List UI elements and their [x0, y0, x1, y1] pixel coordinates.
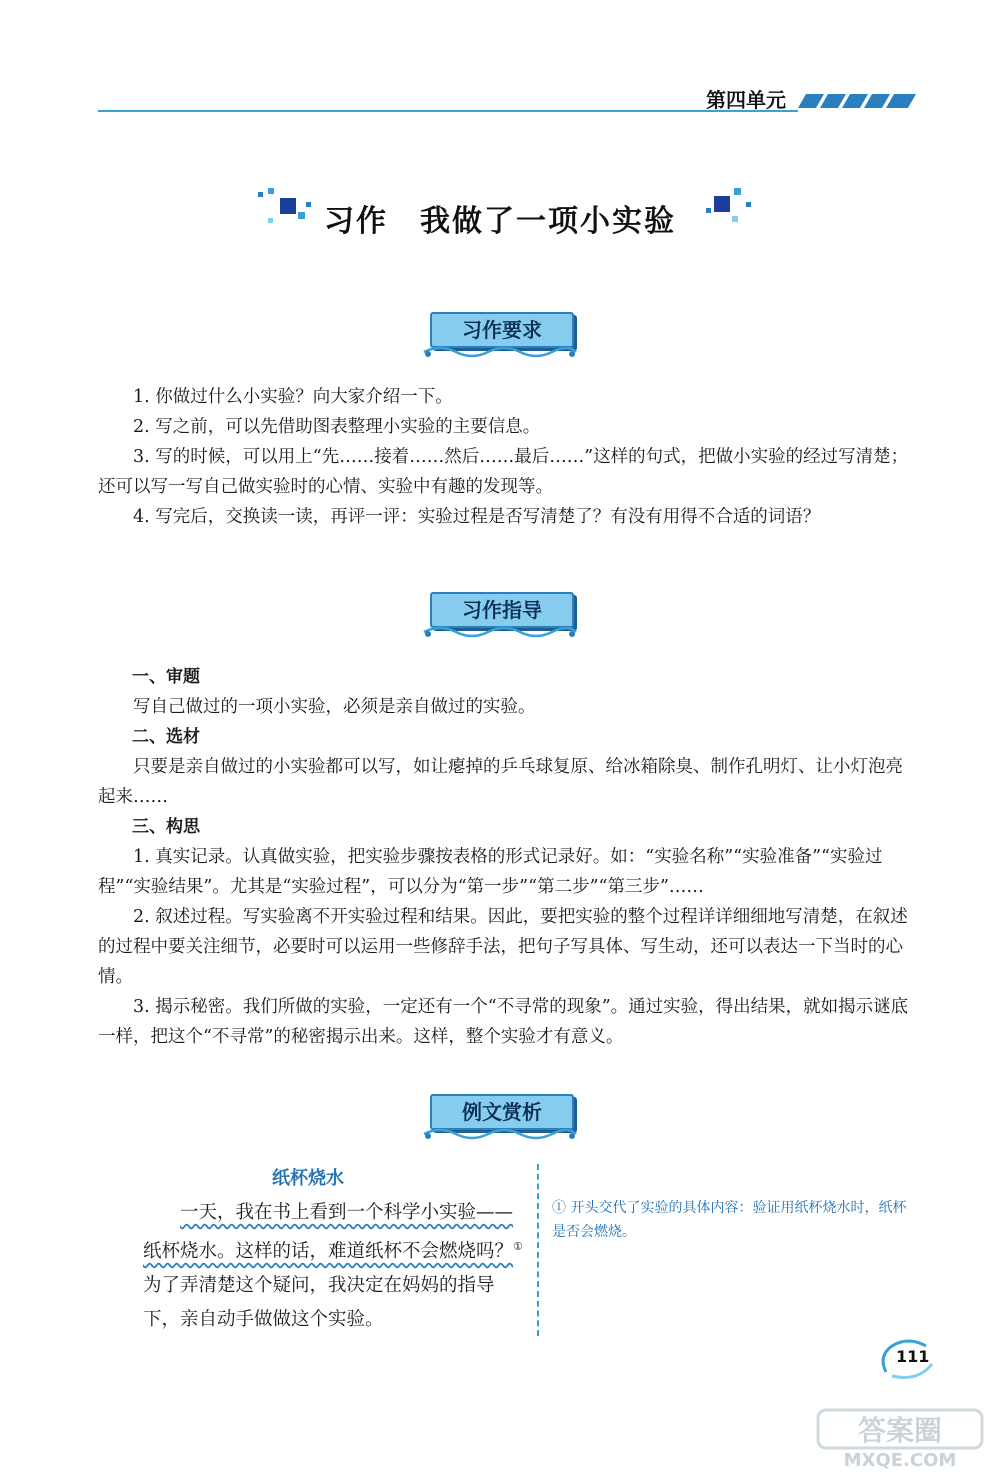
guidance-paragraph: 只要是亲自做过的小实验都可以写，如让瘪掉的乒乓球复原、给冰箱除臭、制作孔明灯、让小灯泡亮起来…… [98, 757, 903, 807]
requirements-list [98, 382, 920, 532]
guidance-body [98, 662, 920, 1052]
essay-body [143, 1196, 531, 1337]
example-badge-label: 例文赏析 [430, 1094, 574, 1130]
page-number: 111 [896, 1347, 930, 1366]
guidance-heading: 三、构思 [132, 817, 200, 837]
watermark-logo [810, 1408, 990, 1470]
essay-title: 纸杯烧水 [272, 1168, 344, 1189]
annotation-marker: ① [513, 1240, 523, 1253]
essay-underlined-text: 一天，我在书上看到一个科学小实验——纸杯烧水。这样的话，难道纸杯不会燃烧吗？ [143, 1202, 514, 1263]
guidance-heading: 一、审题 [132, 667, 200, 687]
unit-title: 第四单元 [706, 88, 786, 112]
wave-decoration-icon [420, 344, 580, 358]
column-divider [537, 1164, 539, 1336]
annotation-note: ① 开头交代了实验的具体内容：验证用纸杯烧水时，纸杯是否会燃烧。 [552, 1200, 907, 1240]
requirement-item: 4. 写完后，交换读一读，再评一评：实验过程是否写清楚了？有没有用得不合适的词语？ [133, 507, 821, 527]
header-stripes [798, 94, 916, 108]
requirement-item: 2. 写之前，可以先借助图表整理小实验的主要信息。 [133, 417, 541, 437]
guidance-paragraph: 3. 揭示秘密。我们所做的实验，一定还有一个“不寻常的现象”。通过实验，得出结果，就如揭示谜底一样，把这个“不寻常”的秘密揭示出来。这样，整个实验才有意义。 [98, 997, 909, 1047]
guidance-paragraph: 2. 叙述过程。写实验离不开实验过程和结果。因此，要把实验的整个过程详详细细地写清楚，在叙述的过程中要关注细节，必要时可以运用一些修辞手法，把句子写具体、写生动，还可以表达一下当时的心情。 [98, 907, 908, 987]
header-rule [98, 110, 798, 112]
requirement-item: 3. 写的时候，可以用上“先……接着……然后……最后……”这样的句式，把做小实验的经过写清楚；还可以写一写自己做实验时的心情、实验中有趣的发现等。 [98, 447, 909, 497]
watermark-top-text: 答案圈 [857, 1414, 943, 1447]
wave-decoration-icon [420, 1126, 580, 1140]
requirements-badge-label: 习作要求 [430, 312, 574, 348]
guidance-paragraph: 写自己做过的一项小实验，必须是亲自做过的实验。 [133, 697, 536, 717]
guidance-badge-label: 习作指导 [430, 592, 574, 628]
essay-text: 为了弄清楚这个疑问，我决定在妈妈的指导下，亲自动手做做这个实验。 [143, 1275, 495, 1331]
requirement-item: 1. 你做过什么小实验？向大家介绍一下。 [133, 387, 453, 407]
page-title: 习作 我做了一项小实验 [324, 204, 676, 239]
watermark-bottom-text: MXQE.COM [843, 1450, 957, 1470]
requirements-badge [420, 312, 580, 358]
guidance-heading: 二、选材 [132, 727, 200, 747]
guidance-badge [420, 592, 580, 638]
essay-paragraph [143, 1196, 531, 1337]
title-decoration-right-icon [702, 188, 760, 228]
guidance-paragraph: 1. 真实记录。认真做实验，把实验步骤按表格的形式记录好。如：“实验名称”“实验准备”“实验过程”“实验结果”。尤其是“实验过程”，可以分为“第一步”“第二步”“第三步”…… [98, 847, 883, 897]
wave-decoration-icon [420, 624, 580, 638]
example-badge [420, 1094, 580, 1140]
